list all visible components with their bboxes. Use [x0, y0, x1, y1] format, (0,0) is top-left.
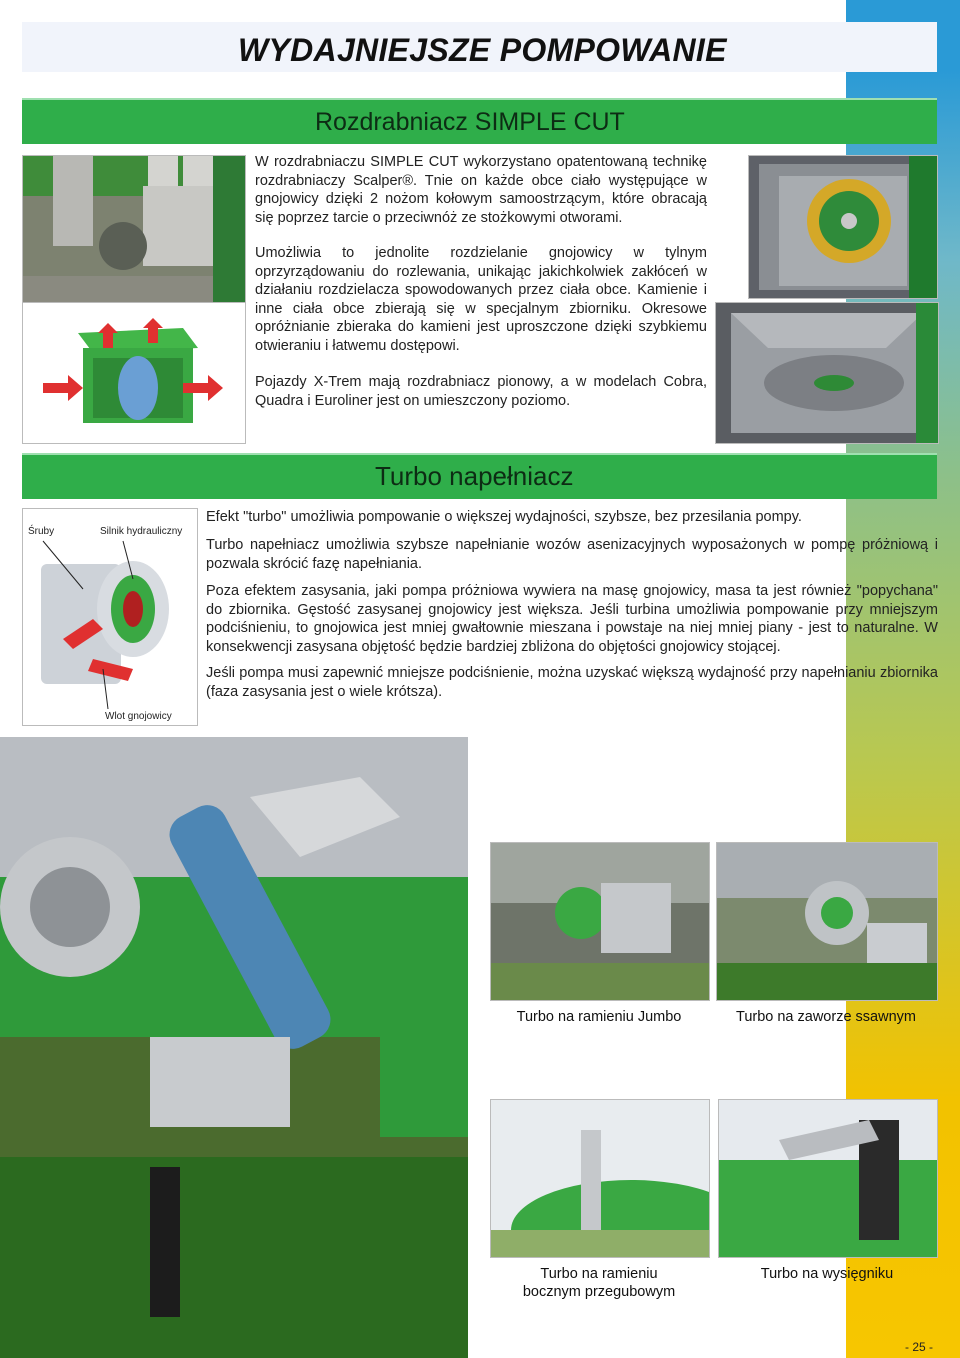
caption-side-arm-line2: bocznym przegubowym	[522, 1284, 676, 1300]
page-title: WYDAJNIEJSZE POMPOWANIE	[238, 32, 727, 68]
diagram-label-screws: Śruby	[28, 526, 55, 537]
shredder-interior-photo	[748, 155, 938, 299]
turbo-jumbo-arm-photo	[490, 842, 710, 1001]
caption-side-arm-line1: Turbo na ramieniu	[540, 1266, 658, 1282]
caption-boom: Turbo na wysięgniku	[760, 1266, 894, 1282]
simple-cut-paragraph-2: Umożliwia to jednolite rozdzielanie gnojowicy w tylnym oprzyrządowaniu do rozlewania, unikając jakichkolwiek zakłóceń w działaniu rozdzielacza spowodowanych przez ciała obce. Kamienie i inne ciała obce zbierają się w specjalnym zbiorniku. Okresowe opróżnianie zbieraka do kamieni jest uproszczone dzięki szybkiemu otwieraniu i łatwemu dostępowi.	[255, 245, 707, 354]
shredder-machine-photo	[22, 155, 246, 304]
turbo-diagram	[22, 508, 198, 726]
section-heading-turbo: Turbo napełniacz	[375, 461, 574, 491]
turbo-suction-valve-photo	[716, 842, 938, 1001]
caption-suction-valve: Turbo na zaworze ssawnym	[736, 1009, 916, 1025]
turbo-paragraph-2: Turbo napełniacz umożliwia szybsze napełnianie wozów asenizacyjnych wyposażonych w pompę próżniową i pozwala skrócić fazę napełniania.	[206, 537, 938, 572]
turbo-paragraph-4: Jeśli pompa musi zapewnić mniejsze podciśnienie, można uzyskać większą wydajność przy napełnianiu zbiornika (faza zasysania jest o wiele krótsza).	[206, 665, 938, 700]
shredder-illustration	[22, 302, 246, 444]
turbo-large-photo	[0, 737, 468, 1358]
diagram-label-hydraulic-motor: Silnik hydrauliczny	[100, 526, 183, 537]
section-heading-simple-cut: Rozdrabniacz SIMPLE CUT	[315, 108, 625, 136]
simple-cut-paragraph-1: W rozdrabniaczu SIMPLE CUT wykorzystano opatentowaną technikę rozdrabniaczy Scalper®. Tnie on każde obce ciało występujące w gnojowicy dzięki 2 nożom kołowym samoostrzącym, które obracają się poprzez tarcie o przeciwnóż ze stożkowymi otworami.	[255, 154, 707, 226]
turbo-paragraph-1: Efekt "turbo" umożliwia pompowanie o większej wydajności, szybsze, bez przesilania pompy.	[206, 509, 802, 525]
caption-jumbo: Turbo na ramieniu Jumbo	[516, 1009, 682, 1025]
turbo-side-arm-photo	[490, 1099, 710, 1258]
page-number: - 25 -	[905, 1340, 934, 1354]
turbo-boom-photo	[718, 1099, 938, 1258]
simple-cut-paragraph-3: Pojazdy X-Trem mają rozdrabniacz pionowy, a w modelach Cobra, Quadra i Euroliner jest on umieszczony poziomo.	[255, 374, 707, 409]
shredder-blade-photo	[715, 302, 939, 444]
diagram-label-slurry-inlet: Wlot gnojowicy	[105, 711, 172, 722]
turbo-paragraph-3: Poza efektem zasysania, jaki pompa próżniowa wywiera na masę gnojowicy, masa ta jest również "popychana" do zbiornika. Gęstość zasysanej gnojowicy jest większa. Jeśli turbina umożliwia pompowanie przy mniejszym podciśnieniu, to gnojowica jest mniej gwałtownie mieszana i powstaje na niej mniej piany - jest to naturalne. W konsekwencji zasysana objętość będzie bardziej zbliżona do objętości gnojowicy stojącej.	[206, 583, 938, 655]
